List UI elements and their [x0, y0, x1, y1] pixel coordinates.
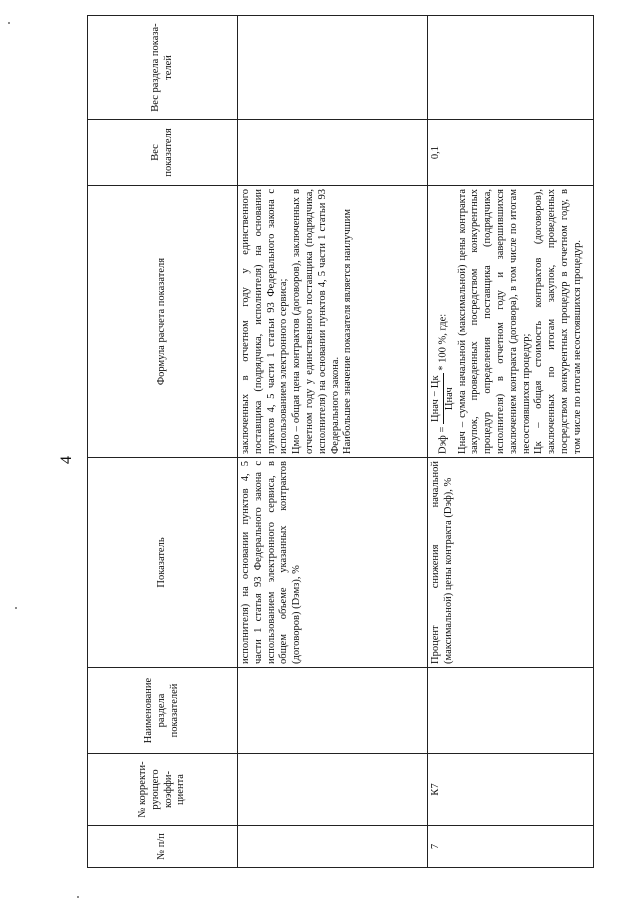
table-header-row — [88, 16, 238, 868]
row1-formula-p2: Цмо – общая цена контрактов (договоров), заключенных в отчетном году у единственного поставщика (подрядчика, исполнителя) на основании пунктов 4, 5 части 1 статьи 93 Федерального закона. — [291, 189, 341, 454]
header-coef: № корректи-рующего коэффи-циента — [88, 754, 238, 826]
row2-formula-p1: Цнач – сумма начальной (максимальной) цены контракта закупок, проведенных посредством конкурентных процедур определения поставщика (подрядчика, исполнителя) в отчетном году и завершившихся заключением контракта (договора), в том числе по итогам несостоявшихся процедур; — [456, 189, 532, 454]
row2-section — [428, 668, 594, 754]
header-section-weight: Вес раздела показа-телей — [88, 16, 238, 120]
formula-lhs: Dэф = — [437, 426, 449, 454]
header-weight: Вес показателя — [88, 120, 238, 186]
row1-indicator: исполнителя) на основании пунктов 4, 5 части 1 статья 93 Федерального закона с использованием электронного сервиса, в общем объеме указанных контрактов (договоров) (Dэмз), % — [238, 458, 428, 668]
row1-formula-p1: заключенных в отчетном году у единственного поставщика (подрядчика, исполнителя) на основании пунктов 4, 5 части 1 статьи 93 Федерального закона с использованием электронного сервиса; — [240, 189, 290, 454]
table-row — [238, 16, 428, 868]
header-num: № п/п — [88, 826, 238, 868]
row1-coef — [238, 754, 428, 826]
rotated-table-wrapper — [87, 16, 594, 868]
page-number: 4 — [58, 456, 75, 464]
scan-speck — [77, 896, 79, 898]
formula-denominator: Цнач — [443, 387, 455, 411]
row1-weight — [238, 120, 428, 186]
row2-num: 7 — [428, 826, 594, 868]
table-row — [428, 16, 594, 868]
header-indicator: Показатель — [88, 458, 238, 668]
row2-formula-equation — [430, 189, 457, 454]
formula-fraction — [430, 373, 457, 424]
scan-speck — [15, 607, 17, 609]
scan-speck — [8, 22, 10, 24]
row2-formula — [428, 186, 594, 458]
row2-formula-p2: Цк – общая стоимость контрактов (договоров), заключенных по итогам закупок, проведенных посредством конкурентных процедур в отчетном году, в том числе по итогам несостоявшихся процедур. — [533, 189, 583, 454]
row1-formula-p3: Наибольшее значение показателя является наилучшим — [342, 208, 354, 454]
formula-numerator: Цнач − Цк — [430, 373, 444, 424]
document-sheet — [87, 16, 594, 868]
indicator-table — [87, 15, 594, 868]
row2-indicator: Процент снижения начальной (максимальной) цены контракта (Dэф), % — [428, 458, 594, 668]
row2-section-weight — [428, 16, 594, 120]
formula-rhs: * 100 %, где: — [437, 313, 449, 371]
row2-coef: К7 — [428, 754, 594, 826]
row2-weight: 0,1 — [428, 120, 594, 186]
header-formula: Формула расчета показателя — [88, 186, 238, 458]
row1-num — [238, 826, 428, 868]
header-section: Наименование раздела показателей — [88, 668, 238, 754]
row1-section — [238, 668, 428, 754]
row1-section-weight — [238, 16, 428, 120]
row1-formula — [238, 186, 428, 458]
